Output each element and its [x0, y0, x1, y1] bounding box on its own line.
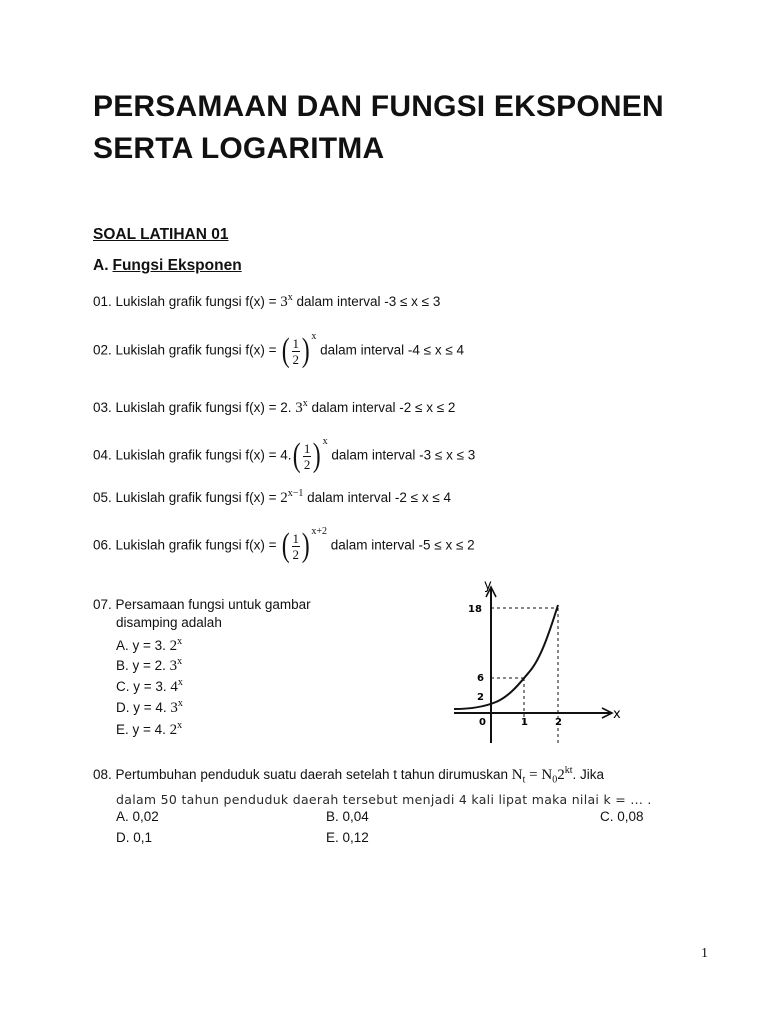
- q02-interval: dalam interval -4 ≤ x ≤ 4: [316, 342, 464, 358]
- q02-fraction: [292, 336, 301, 367]
- q08-option-b: B. 0,04: [326, 809, 369, 824]
- section-heading: SOAL LATIHAN 01: [93, 226, 229, 243]
- q02-numerator: 1: [292, 335, 300, 351]
- q07-option-e-base: 2: [169, 722, 178, 738]
- subsection-heading: [93, 257, 242, 275]
- q05-text: 05. Lukislah grafik fungsi f(x) =: [93, 490, 281, 505]
- q04-text: 04. Lukislah grafik fungsi f(x) = 4.: [93, 447, 292, 463]
- q02-paren-right: ): [301, 332, 310, 369]
- q07-option-d: [116, 699, 183, 719]
- q01-interval: dalam interval -3 ≤ x ≤ 3: [292, 294, 441, 309]
- graph-y-label: y: [484, 578, 492, 593]
- q06-numerator: 1: [292, 530, 300, 546]
- q08-formula-lhs-sub: t: [522, 774, 526, 786]
- q08-formula-lhs: N: [511, 767, 523, 783]
- subsection-title: Fungsi Eksponen: [112, 257, 242, 274]
- question-07-line1: 07. Persamaan fungsi untuk gambar: [93, 597, 311, 612]
- q06-fraction: [292, 531, 301, 562]
- q06-interval: dalam interval -5 ≤ x ≤ 2: [327, 537, 475, 553]
- graph-y-tick-18: 18: [468, 604, 482, 615]
- question-08-line2: dalam 50 tahun penduduk daerah tersebut menjadi 4 kali lipat maka nilai k = ... .: [116, 792, 652, 807]
- q07-option-b-exp: x: [177, 656, 183, 667]
- page-title: [93, 86, 664, 170]
- q08-option-e: E. 0,12: [326, 830, 369, 845]
- q07-option-c-text: C. y = 3.: [116, 679, 171, 694]
- q02-denominator: 2: [292, 351, 300, 367]
- q07-option-d-text: D. y = 4.: [116, 700, 171, 715]
- q08-formula-eq: = N: [525, 767, 553, 783]
- q07-option-d-exp: x: [177, 698, 183, 709]
- q02-paren-left: (: [281, 332, 290, 369]
- q08-option-d: D. 0,1: [116, 830, 153, 845]
- q07-option-a: [116, 637, 182, 657]
- q08-text: 08. Pertumbuhan penduduk suatu daerah setelah t tahun dirumuskan: [93, 767, 512, 782]
- q08-formula-exp: kt: [564, 765, 573, 776]
- q07-option-c: [116, 678, 183, 698]
- title-line-1: PERSAMAAN DAN FUNGSI EKSPONEN: [93, 90, 664, 123]
- q07-option-b: [116, 657, 182, 677]
- q07-graph: [440, 575, 630, 750]
- q07-option-e-exp: x: [177, 720, 183, 731]
- q04-paren-right: ): [313, 437, 321, 474]
- q08-option-c: C. 0,08: [600, 809, 644, 824]
- q06-exp: x+2: [311, 525, 328, 537]
- title-line-2: SERTA LOGARITMA: [93, 132, 385, 165]
- q07-option-b-text: B. y = 2.: [116, 658, 170, 673]
- graph-x-label: x: [613, 707, 621, 722]
- question-06: [93, 525, 475, 564]
- q01-text: 01. Lukislah grafik fungsi f(x) =: [93, 294, 281, 309]
- q03-interval: dalam interval -2 ≤ x ≤ 2: [307, 400, 456, 415]
- q07-option-c-exp: x: [177, 677, 183, 688]
- q07-option-a-text: A. y = 3.: [116, 638, 170, 653]
- q07-option-d-base: 3: [170, 700, 178, 716]
- subsection-prefix: A.: [93, 257, 109, 274]
- q04-denominator: 2: [303, 456, 311, 472]
- q05-exp: x−1: [287, 488, 304, 499]
- question-04: [93, 435, 476, 474]
- q07-option-c-base: 4: [170, 679, 178, 695]
- q08-formula-base: 2: [557, 767, 565, 783]
- q02-text: 02. Lukislah grafik fungsi f(x) =: [93, 342, 281, 358]
- q04-fraction: [303, 441, 312, 472]
- q07-option-a-exp: x: [177, 636, 183, 647]
- q01-exp: x: [287, 292, 293, 303]
- q05-base: 2: [280, 490, 288, 506]
- q04-numerator: 1: [303, 440, 311, 456]
- q01-base: 3: [280, 294, 288, 310]
- q03-base: 3: [295, 400, 303, 416]
- q02-exp: x: [311, 330, 317, 342]
- q04-interval: dalam interval -3 ≤ x ≤ 3: [327, 447, 476, 463]
- q04-paren-left: (: [293, 437, 302, 474]
- q08-formula-sub0: 0: [552, 774, 558, 786]
- page-number: 1: [701, 946, 708, 961]
- q03-exp: x: [302, 398, 308, 409]
- graph-y-tick-2: 2: [477, 692, 484, 703]
- exponential-curve: [454, 605, 558, 709]
- q06-paren-right: ): [301, 527, 310, 564]
- q08-option-a: A. 0,02: [116, 809, 159, 824]
- question-01: [93, 293, 440, 313]
- q07-option-e-text: E. y = 4.: [116, 722, 170, 737]
- q07-option-e: [116, 721, 182, 741]
- graph-x-tick-2: 2: [555, 717, 562, 728]
- question-05: [93, 489, 451, 509]
- question-08-line1: [93, 766, 604, 790]
- q07-option-a-base: 2: [169, 638, 178, 654]
- q07-option-b-base: 3: [169, 658, 178, 674]
- question-07-line2: disamping adalah: [116, 615, 222, 630]
- q06-denominator: 2: [292, 546, 300, 562]
- q04-exp: x: [322, 435, 328, 447]
- question-02: [93, 330, 464, 369]
- graph-y-tick-6: 6: [477, 673, 484, 684]
- graph-x-tick-0: 0: [479, 717, 486, 728]
- question-03: [93, 399, 455, 419]
- q06-text: 06. Lukislah grafik fungsi f(x) =: [93, 537, 281, 553]
- q08-text-end: . Jika: [572, 767, 605, 782]
- q03-text: 03. Lukislah grafik fungsi f(x) = 2.: [93, 400, 296, 415]
- q06-paren-left: (: [281, 527, 290, 564]
- q05-interval: dalam interval -2 ≤ x ≤ 4: [303, 490, 451, 505]
- graph-x-tick-1: 1: [521, 717, 528, 728]
